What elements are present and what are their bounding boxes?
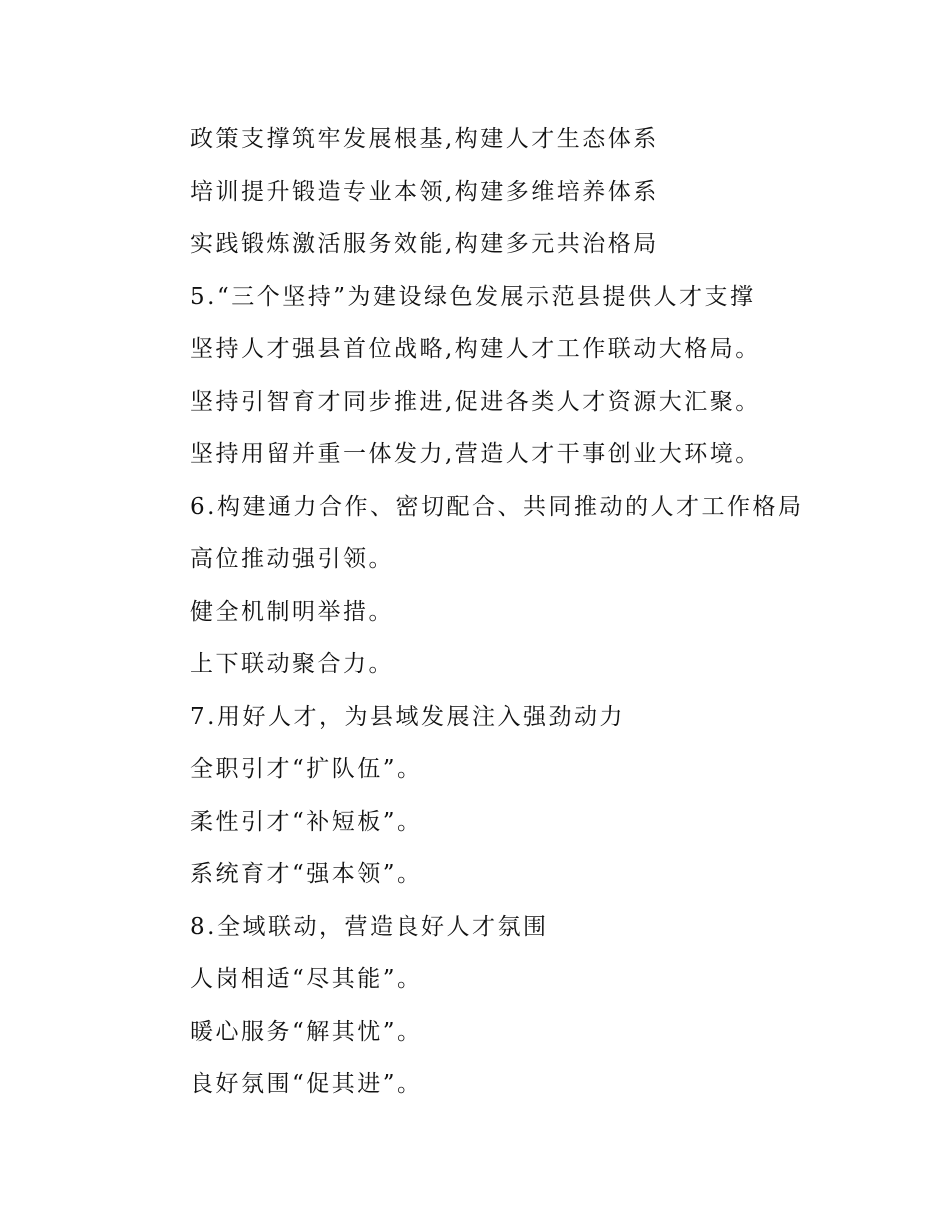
text-line: 系统育才“强本领”。 xyxy=(190,861,423,887)
document-body xyxy=(190,113,890,1111)
text-line: 政策支撑筑牢发展根基,构建人才生态体系 xyxy=(190,126,659,152)
text-line: 柔性引才“补短板”。 xyxy=(190,808,423,835)
text-line: 培训提升锻造专业本领,构建多维培养体系 xyxy=(190,178,659,205)
text-line: 全职引才“扩队伍”。 xyxy=(190,756,423,782)
text-line: 人岗相适“尽其能”。 xyxy=(190,966,423,992)
section-heading: 5.“三个坚持”为建设绿色发展示范县提供人才支撑 xyxy=(190,283,756,310)
text-line: 坚持用留并重一体发力,营造人才干事创业大环境。 xyxy=(190,441,761,467)
text-line: 坚持人才强县首位战略,构建人才工作联动大格局。 xyxy=(190,336,761,362)
section-heading: 7.用好人才，为县域发展注入强劲动力 xyxy=(190,703,625,730)
text-line: 良好氛围“促其进”。 xyxy=(190,1071,423,1097)
text-line: 暖心服务“解其忧”。 xyxy=(190,1018,423,1045)
text-line: 实践锻炼激活服务效能,构建多元共治格局 xyxy=(190,231,659,257)
text-line: 坚持引智育才同步推进,促进各类人才资源大汇聚。 xyxy=(190,388,761,415)
section-heading: 8.全域联动，营造良好人才氛围 xyxy=(190,913,549,940)
text-line: 上下联动聚合力。 xyxy=(190,651,394,677)
text-line: 健全机制明举措。 xyxy=(190,598,394,625)
text-line: 高位推动强引领。 xyxy=(190,546,394,572)
section-heading: 6.构建通力合作、密切配合、共同推动的人才工作格局 xyxy=(190,493,804,520)
